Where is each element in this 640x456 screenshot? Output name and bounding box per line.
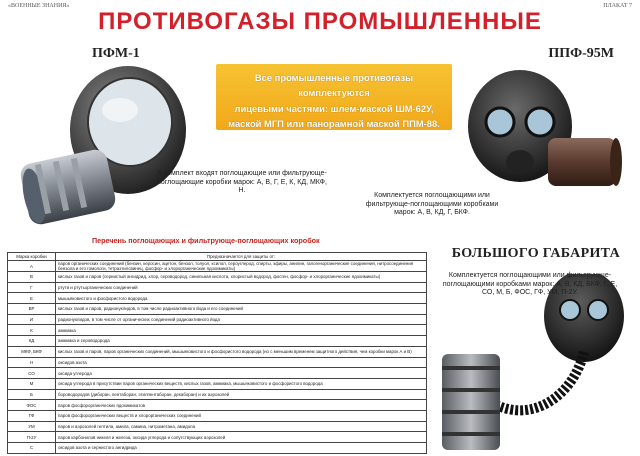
pfm1-description: В комплект входят поглощающие или фильтрующе-поглощающие коробки марок: А, В, Г, Е, К, КД, МКФ, Н. — [157, 170, 327, 195]
box-brand-cell: ВР — [8, 304, 56, 315]
table-row — [8, 443, 427, 454]
box-brand-cell: УМ — [8, 421, 56, 432]
box-brand-cell: П-2У — [8, 432, 56, 443]
box-brand-cell: КД — [8, 336, 56, 347]
model-label-ppf95m: ППФ-95М — [548, 46, 614, 61]
protection-cell: ртути и ртутьорганических соединений — [56, 282, 427, 293]
table-row — [8, 304, 427, 315]
poster-number: ПЛАКАТ 7 — [603, 3, 632, 9]
box-brand-cell: Е — [8, 293, 56, 304]
protection-cell: оксида углерода — [56, 368, 427, 379]
box-brand-cell: М — [8, 378, 56, 389]
column-header-protection: Предназначается для защиты от: — [56, 253, 427, 261]
table-row — [8, 421, 427, 432]
box-brand-cell: А — [8, 261, 56, 272]
large-description: Комплектуется поглощающими или фильтрующе-поглощающими коробками марок: А, В, КД, БКФ, Г, Е, СО, М, Б, ФОС, ГФ, УМ, П-2У. — [442, 272, 618, 297]
table-header-row — [8, 253, 427, 261]
table-title: Перечень поглощающих и фильтрующе-поглощающих коробок — [92, 236, 320, 245]
protection-cell: кислых газов и паров (сернистый ангидрид, хлор, сероводород, синильная кислота, хлористый водород, фосген, фосфор- и хлорорганические ядохимикаты) — [56, 272, 427, 283]
box-brand-cell: Н — [8, 357, 56, 368]
protection-cell: оксидов азота — [56, 357, 427, 368]
protection-cell: паров и аэрозолей гептила, амила, самина, нитрометана, амидола — [56, 421, 427, 432]
box-brand-cell: МКФ, БКФ — [8, 346, 56, 357]
box-brand-cell: К — [8, 325, 56, 336]
box-brand-cell: ФОС — [8, 400, 56, 411]
table-row — [8, 368, 427, 379]
table-row — [8, 400, 427, 411]
protection-cell: аммиака и сероводорода — [56, 336, 427, 347]
banner-line-3: маской МГП или панорамной маской ППМ-88. — [228, 118, 440, 130]
box-brand-cell: И — [8, 314, 56, 325]
page-title: ПРОТИВОГАЗЫ ПРОМЫШЛЕННЫЕ — [98, 8, 542, 35]
table-row — [8, 293, 427, 304]
protection-cell: бороводородов (диборан, пентаборан, этилпентаборан, декаборан) и их аэрозолей — [56, 389, 427, 400]
filter-box-table — [7, 252, 427, 454]
ppf95m-description: Комплектуется поглощающими или фильтрующе-поглощающими коробками марок: А, В, КД, Г, БКФ. — [365, 192, 499, 217]
protection-cell: паров карбонилов никеля и железа, оксида углерода и сопутствующих аэрозолей — [56, 432, 427, 443]
table-row — [8, 346, 427, 357]
protection-cell: аммиака — [56, 325, 427, 336]
protection-cell: паров фосфорорганических ядохимикатов — [56, 400, 427, 411]
table-row — [8, 378, 427, 389]
table-row — [8, 357, 427, 368]
column-header-brand: Марка коробки — [8, 253, 56, 261]
table-row — [8, 432, 427, 443]
protection-cell: кислых газов и паров, паров органических соединений, мышьяковистого и фосфористого водорода (но с меньшим временем защитного действия, чем коробки марок А и В) — [56, 346, 427, 357]
table-row — [8, 410, 427, 421]
banner-line-2: лицевыми частями: шлем-маской ШМ-62У, — [234, 102, 434, 114]
table-row — [8, 282, 427, 293]
protection-cell: оксида углерода в присутствии паров органических веществ, кислых газов, аммиака, мышьяковистого и фосфористого водорода — [56, 378, 427, 389]
large-mask-illustration — [424, 274, 634, 456]
banner-line-1: Все промышленные противогазы комплектуются — [254, 72, 414, 99]
protection-cell: мышьяковистого и фосфористого водорода — [56, 293, 427, 304]
table-row — [8, 336, 427, 347]
model-label-large: БОЛЬШОГО ГАБАРИТА — [451, 246, 620, 261]
model-label-pfm1: ПФМ-1 — [92, 46, 140, 61]
box-brand-cell: В — [8, 272, 56, 283]
table-row — [8, 389, 427, 400]
box-brand-cell: С — [8, 443, 56, 454]
box-brand-cell: СО — [8, 368, 56, 379]
protection-cell: оксидов азота и сернистого ангидрида — [56, 443, 427, 454]
table-row — [8, 272, 427, 283]
protection-cell: радионуклидов, в том числе от органических соединений радиоактивного йода — [56, 314, 427, 325]
protection-cell: паров органических соединений (бензин, керосин, ацетон, бензол, толуол, ксилол, сероуглерод, спирты, эфиры, анилин, галогенорганические соединения, нитросоединения бензола и его гомологи, тетраэтилсвинец, фосфор- и хлорорганические ядохимикаты) — [56, 261, 427, 272]
table-row — [8, 261, 427, 272]
info-banner — [216, 64, 452, 130]
pfm1-mask-illustration — [10, 60, 200, 232]
publisher-label: «ВОЕННЫЕ ЗНАНИЯ» — [8, 3, 70, 9]
box-brand-cell: ГФ — [8, 410, 56, 421]
protection-cell: кислых газов и паров, радионуклидов, в том числе радиоактивного йода и его соединений — [56, 304, 427, 315]
box-brand-cell: Б — [8, 389, 56, 400]
protection-cell: паров фосфорорганических веществ и хлорорганических соединений — [56, 410, 427, 421]
table-row — [8, 325, 427, 336]
ppf95m-mask-illustration — [462, 64, 622, 204]
box-brand-cell: Г — [8, 282, 56, 293]
table-row — [8, 314, 427, 325]
